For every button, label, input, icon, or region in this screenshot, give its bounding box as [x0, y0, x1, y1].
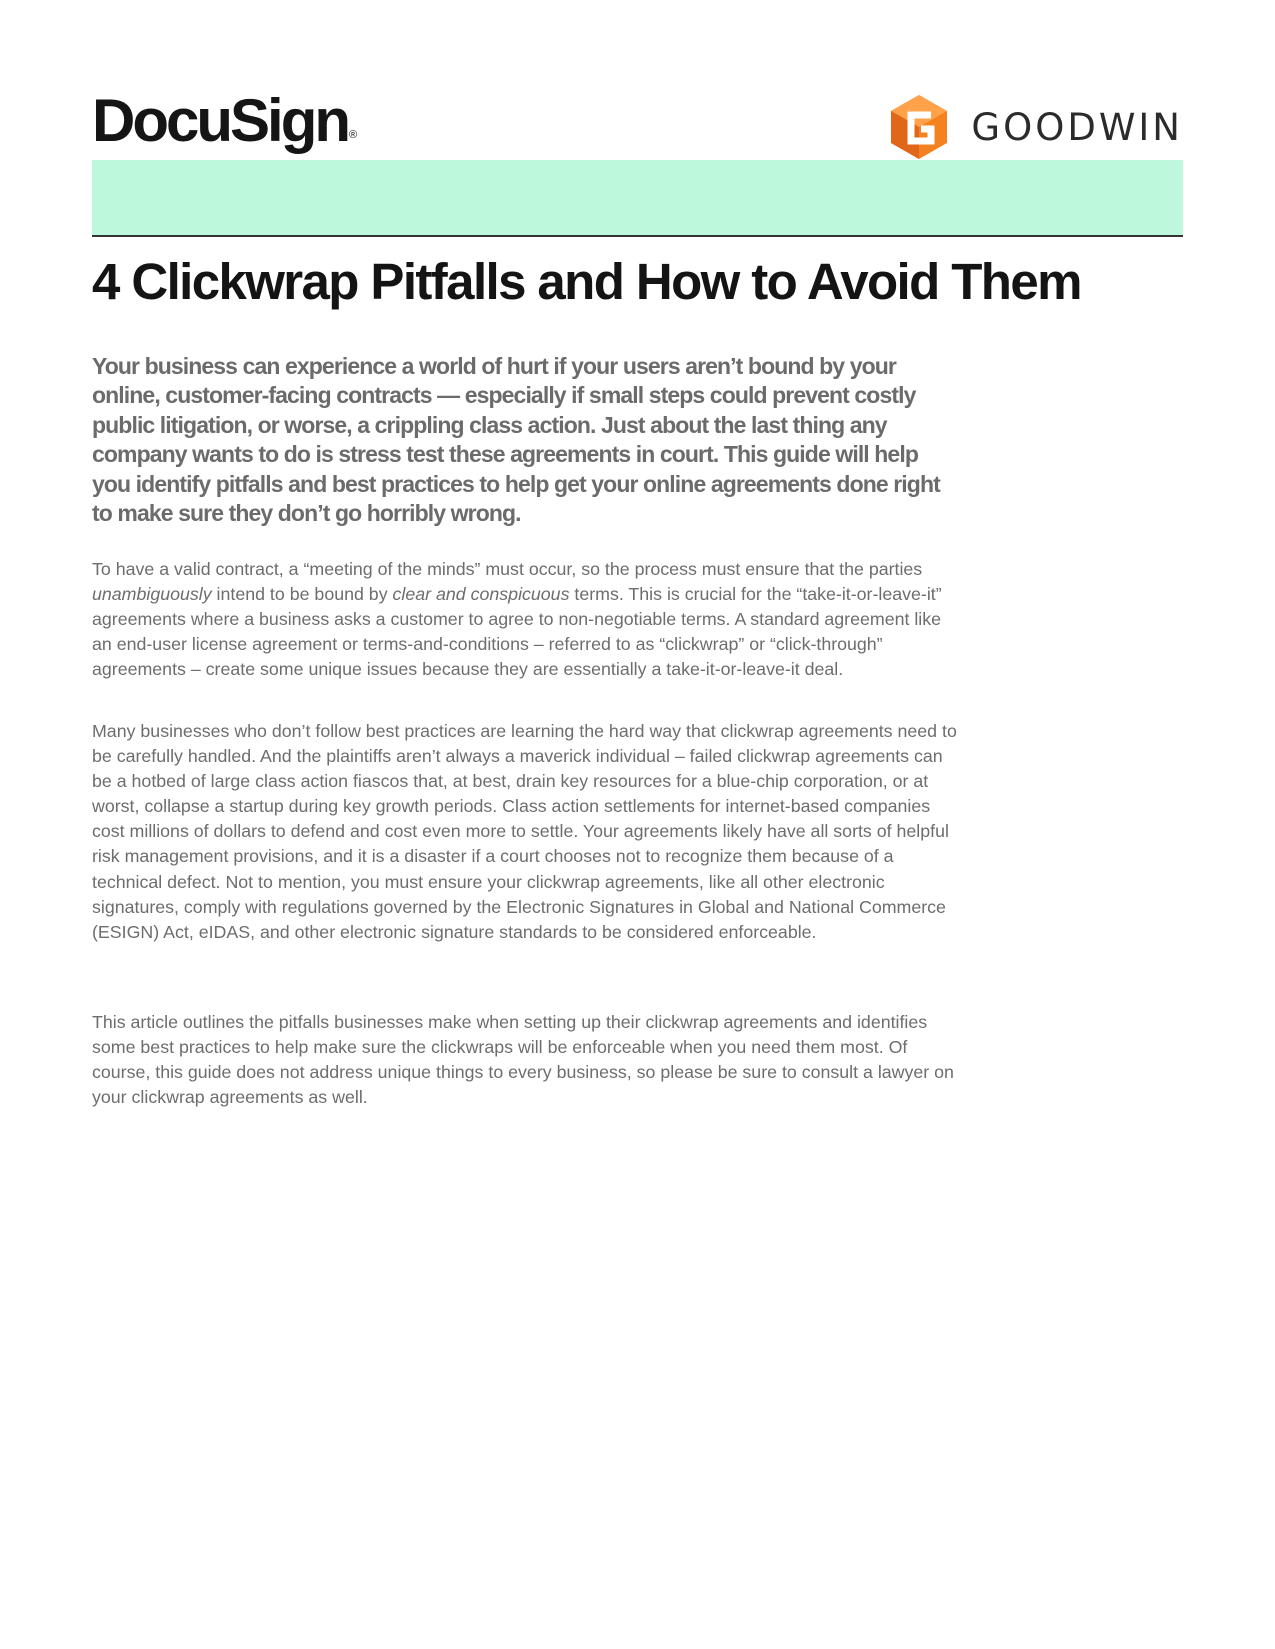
registered-mark: ® — [349, 129, 358, 141]
goodwin-logo — [891, 94, 1183, 160]
lead-paragraph: Your business can experience a world of hurt if your users aren’t bound by your online, customer-facing contracts — especially if small steps could prevent costly public litigation, or worse, a crippling class action. Just about the last thing any company wants to do is stress test these agreements in court. This guide will help you identify pitfalls and best practices to help get your online agreements done right to make sure they don’t go horribly wrong. — [92, 353, 940, 527]
page-header — [92, 86, 1183, 156]
goodwin-wordmark: GOODWIN — [971, 105, 1183, 149]
body-paragraph-2: Many businesses who don’t follow best practices are learning the hard way that clickwrap agreements need to be carefully handled. And the plaintiffs aren’t always a maverick individual – failed clickwrap agreements can be a hotbed of large class action fiascos that, at best, drain key resources for a blue-chip corporation, or at worst, collapse a startup during key growth periods. Class action settlements for internet-based companies cost millions of dollars to defend and cost even more to settle. Your agreements likely have all sorts of helpful risk management provisions, and it is a disaster if a court chooses not to recognize them because of a technical defect. Not to mention, you must ensure your clickwrap agreements, like all other electronic signatures, comply with regulations governed by the Electronic Signatures in Global and National Commerce (ESIGN) Act, eIDAS, and other electronic signature standards to be considered enforceable. — [92, 721, 957, 942]
header-band — [92, 160, 1183, 237]
p1-emphasis-2: clear and conspicuous — [392, 584, 570, 605]
p1-emphasis-1: unambiguously — [92, 584, 212, 605]
p1-text-b: intend to be bound by — [211, 584, 393, 605]
goodwin-g-icon — [891, 95, 947, 159]
docusign-logo-text: DocuSign — [92, 87, 348, 154]
p1-text-a: To have a valid contract, a “meeting of the minds” must occur, so the process must ensure that the parties — [92, 559, 923, 579]
docusign-logo — [92, 86, 356, 156]
p1-text-c: terms. This is crucial for the “take-it-or-leave-it” agreements where a business asks a customer to agree to non-negotiable terms. A standard agreement like an end-user license agreement or terms-and-conditions – referred to as “clickwrap” or “click-through” agreements – create some unique issues because they are essentially a take-it-or-leave-it deal. — [92, 584, 942, 680]
body-paragraph-1 — [92, 557, 962, 682]
page-title: 4 Clickwrap Pitfalls and How to Avoid Them — [92, 253, 1081, 310]
body-paragraph-3: This article outlines the pitfalls businesses make when setting up their clickwrap agreements and identifies some best practices to help make sure the clickwraps will be enforceable when you need them most. Of course, this guide does not address unique things to every business, so please be sure to consult a lawyer on your clickwrap agreements as well. — [92, 1012, 954, 1108]
